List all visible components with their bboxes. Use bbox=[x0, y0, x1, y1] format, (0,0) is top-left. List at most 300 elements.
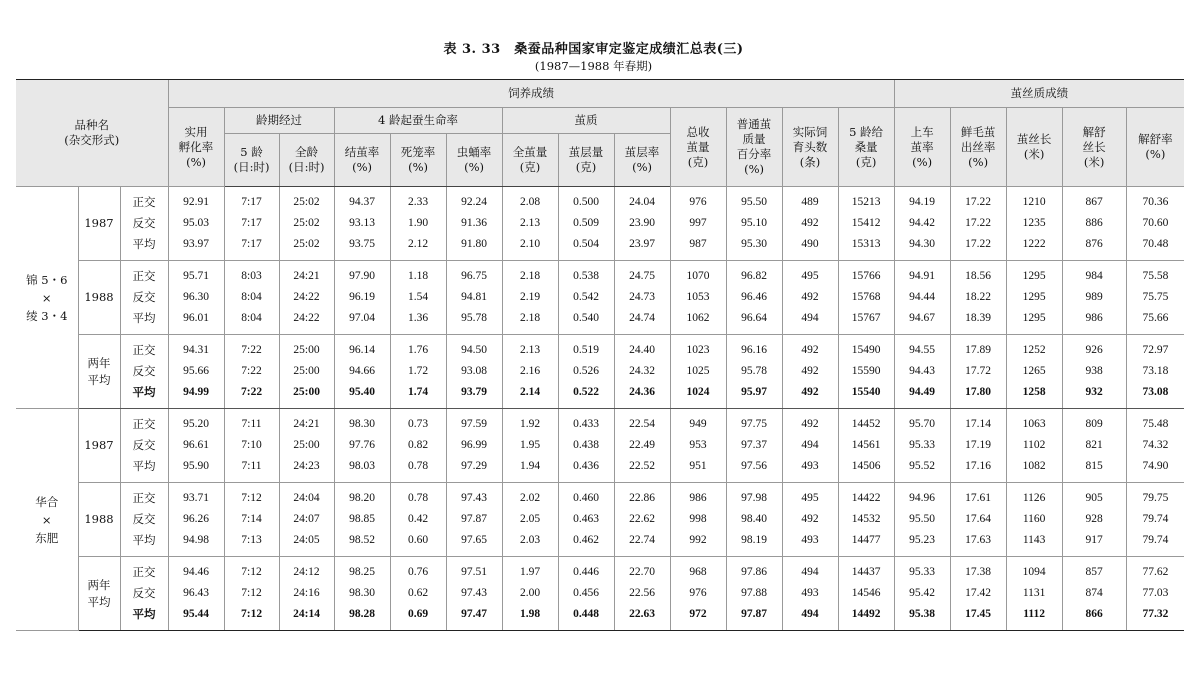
cell-value: 1126 bbox=[1022, 492, 1046, 504]
cell-value: 17.19 bbox=[965, 439, 992, 451]
cell-value: 94.66 bbox=[349, 365, 375, 377]
header-dead-rate: 死笼率 (%) bbox=[390, 134, 446, 187]
cell-value: 494 bbox=[801, 566, 819, 578]
cell-value: 951 bbox=[689, 460, 707, 472]
cell-value: 15213 bbox=[851, 196, 881, 208]
cell-value: 2.19 bbox=[519, 291, 541, 303]
cell-value: 874 bbox=[1085, 587, 1103, 599]
cell-value: 15590 bbox=[851, 365, 881, 377]
data-cell bbox=[224, 483, 279, 557]
row-label: 正交 bbox=[132, 565, 156, 579]
cell-value: 998 bbox=[689, 513, 707, 525]
header-cocoon-rate: 结茧率 (%) bbox=[334, 134, 390, 187]
data-cell bbox=[1062, 557, 1126, 631]
data-cell bbox=[224, 409, 279, 483]
cell-value: 7:22 bbox=[241, 344, 262, 356]
row-labels bbox=[120, 557, 168, 631]
cell-value: 0.522 bbox=[573, 386, 599, 398]
cell-value: 2.10 bbox=[519, 238, 541, 250]
data-cell bbox=[1006, 557, 1062, 631]
cell-value: 821 bbox=[1085, 439, 1103, 451]
cell-value: 17.45 bbox=[965, 608, 992, 620]
header-age-all: 全龄 (日:时) bbox=[279, 134, 334, 187]
cell-value: 24:21 bbox=[293, 270, 320, 282]
data-cell bbox=[1126, 409, 1184, 483]
cell-value: 93.75 bbox=[349, 238, 375, 250]
data-cell bbox=[168, 335, 224, 409]
cell-value: 926 bbox=[1085, 344, 1103, 356]
cell-value: 0.463 bbox=[573, 513, 599, 525]
cell-value: 98.85 bbox=[349, 513, 375, 525]
cell-value: 97.59 bbox=[461, 418, 487, 430]
data-cell bbox=[502, 409, 558, 483]
cell-value: 24:22 bbox=[293, 291, 320, 303]
cell-value: 0.433 bbox=[573, 418, 599, 430]
data-cell bbox=[279, 483, 334, 557]
cell-value: 953 bbox=[689, 439, 707, 451]
cell-value: 14506 bbox=[851, 460, 881, 472]
header-untwist-len: 解舒 丝长 (米) bbox=[1062, 108, 1126, 187]
cell-value: 1.76 bbox=[407, 344, 429, 356]
row-label: 反交 bbox=[132, 586, 156, 600]
cell-value: 494 bbox=[801, 608, 819, 620]
table-row bbox=[16, 335, 1184, 409]
data-cell bbox=[782, 261, 838, 335]
header-hatch: 实用 孵化率 (%) bbox=[168, 108, 224, 187]
data-cell bbox=[224, 187, 279, 261]
cell-value: 95.52 bbox=[909, 460, 936, 472]
cell-value: 98.30 bbox=[349, 587, 375, 599]
data-cell bbox=[614, 261, 670, 335]
variety-name: 锦 5・6 × 绫 3・4 bbox=[16, 187, 78, 409]
cell-value: 97.37 bbox=[741, 439, 767, 451]
data-cell bbox=[670, 335, 726, 409]
cell-value: 70.48 bbox=[1142, 238, 1169, 250]
group-year: 两年 平均 bbox=[78, 557, 120, 631]
cell-value: 0.446 bbox=[573, 566, 599, 578]
data-cell bbox=[168, 409, 224, 483]
data-cell bbox=[558, 187, 614, 261]
cell-value: 876 bbox=[1085, 238, 1103, 250]
cell-value: 1.95 bbox=[519, 439, 541, 451]
cell-value: 95.03 bbox=[183, 217, 209, 229]
cell-value: 95.38 bbox=[909, 608, 936, 620]
cell-value: 867 bbox=[1085, 196, 1103, 208]
row-labels bbox=[120, 483, 168, 557]
cell-value: 97.29 bbox=[461, 460, 487, 472]
cell-value: 95.33 bbox=[909, 439, 936, 451]
cell-value: 492 bbox=[801, 291, 819, 303]
cell-value: 17.22 bbox=[965, 196, 992, 208]
cell-value: 96.61 bbox=[183, 439, 209, 451]
cell-value: 94.43 bbox=[909, 365, 936, 377]
header-shell-wt: 茧层量 (克) bbox=[558, 134, 614, 187]
data-cell bbox=[558, 335, 614, 409]
cell-value: 1082 bbox=[1022, 460, 1046, 472]
cell-value: 22.54 bbox=[629, 418, 655, 430]
cell-value: 97.47 bbox=[461, 608, 487, 620]
cell-value: 24:22 bbox=[293, 312, 320, 324]
cell-value: 96.16 bbox=[741, 344, 767, 356]
cell-value: 14437 bbox=[851, 566, 881, 578]
data-cell bbox=[168, 557, 224, 631]
cell-value: 18.22 bbox=[965, 291, 992, 303]
cell-value: 24:14 bbox=[293, 608, 320, 620]
data-cell bbox=[726, 409, 782, 483]
row-labels bbox=[120, 335, 168, 409]
cell-value: 0.69 bbox=[407, 608, 429, 620]
cell-value: 15313 bbox=[851, 238, 881, 250]
header-instar: 龄期经过 bbox=[224, 108, 334, 134]
cell-value: 905 bbox=[1085, 492, 1103, 504]
cell-value: 98.20 bbox=[349, 492, 375, 504]
data-cell bbox=[334, 557, 390, 631]
cell-value: 1023 bbox=[686, 344, 710, 356]
cell-value: 98.19 bbox=[741, 534, 767, 546]
cell-value: 98.28 bbox=[349, 608, 375, 620]
header-total-yield: 总收 茧量 (克) bbox=[670, 108, 726, 187]
cell-value: 97.51 bbox=[461, 566, 487, 578]
cell-value: 95.33 bbox=[909, 566, 936, 578]
data-cell bbox=[558, 557, 614, 631]
table-subtitle: (1987—1988 年春期) bbox=[534, 59, 653, 73]
cell-value: 0.519 bbox=[573, 344, 599, 356]
cell-value: 1258 bbox=[1022, 386, 1046, 398]
row-label: 平均 bbox=[132, 533, 156, 547]
data-cell bbox=[446, 187, 502, 261]
header-larvae: 实际饲 育头数 (条) bbox=[782, 108, 838, 187]
cell-value: 24:12 bbox=[293, 566, 320, 578]
data-cell bbox=[838, 409, 894, 483]
cell-value: 493 bbox=[801, 534, 819, 546]
data-cell bbox=[558, 261, 614, 335]
cell-value: 0.438 bbox=[573, 439, 599, 451]
data-cell bbox=[502, 187, 558, 261]
data-cell bbox=[558, 483, 614, 557]
cell-value: 1070 bbox=[686, 270, 710, 282]
cell-value: 1025 bbox=[686, 365, 710, 377]
data-cell bbox=[446, 335, 502, 409]
cell-value: 984 bbox=[1085, 270, 1103, 282]
data-cell bbox=[1006, 261, 1062, 335]
cell-value: 93.08 bbox=[461, 365, 487, 377]
group-year: 1987 bbox=[78, 409, 120, 483]
cell-value: 15768 bbox=[851, 291, 881, 303]
cell-value: 77.32 bbox=[1142, 608, 1169, 620]
row-label: 平均 bbox=[132, 607, 156, 621]
row-label: 平均 bbox=[132, 385, 156, 399]
data-cell bbox=[390, 261, 446, 335]
cell-value: 7:22 bbox=[241, 365, 262, 377]
cell-value: 949 bbox=[689, 418, 707, 430]
cell-value: 97.75 bbox=[741, 418, 767, 430]
cell-value: 94.98 bbox=[183, 534, 209, 546]
cell-value: 95.40 bbox=[349, 386, 375, 398]
cell-value: 24:07 bbox=[293, 513, 320, 525]
cell-value: 17.63 bbox=[965, 534, 992, 546]
group-year: 1988 bbox=[78, 261, 120, 335]
cell-value: 93.79 bbox=[461, 386, 487, 398]
data-cell bbox=[950, 261, 1006, 335]
cell-value: 25:02 bbox=[293, 196, 320, 208]
cell-value: 1.97 bbox=[519, 566, 541, 578]
cell-value: 73.08 bbox=[1142, 386, 1169, 398]
cell-value: 96.14 bbox=[349, 344, 375, 356]
cell-value: 495 bbox=[801, 270, 819, 282]
data-cell bbox=[1062, 187, 1126, 261]
cell-value: 95.30 bbox=[741, 238, 767, 250]
cell-value: 94.99 bbox=[183, 386, 209, 398]
data-cell bbox=[838, 483, 894, 557]
cell-value: 2.16 bbox=[519, 365, 541, 377]
data-cell bbox=[782, 557, 838, 631]
cell-value: 95.20 bbox=[183, 418, 209, 430]
cell-value: 492 bbox=[801, 418, 819, 430]
cell-value: 94.30 bbox=[909, 238, 936, 250]
cell-value: 97.43 bbox=[461, 587, 487, 599]
cell-value: 1053 bbox=[686, 291, 710, 303]
cell-value: 992 bbox=[689, 534, 707, 546]
cell-value: 95.42 bbox=[909, 587, 936, 599]
cell-value: 0.60 bbox=[407, 534, 429, 546]
cell-value: 75.66 bbox=[1142, 312, 1169, 324]
cell-value: 22.74 bbox=[629, 534, 655, 546]
cell-value: 1.94 bbox=[519, 460, 541, 472]
cell-value: 96.46 bbox=[741, 291, 767, 303]
cell-value: 14477 bbox=[851, 534, 881, 546]
cell-value: 96.82 bbox=[741, 270, 767, 282]
cell-value: 8:04 bbox=[241, 291, 262, 303]
cell-value: 8:03 bbox=[241, 270, 262, 282]
data-cell bbox=[894, 483, 950, 557]
cell-value: 1102 bbox=[1022, 439, 1046, 451]
cell-value: 968 bbox=[689, 566, 707, 578]
table-row bbox=[16, 483, 1184, 557]
data-cell bbox=[279, 557, 334, 631]
cell-value: 1222 bbox=[1022, 238, 1046, 250]
cell-value: 1062 bbox=[686, 312, 710, 324]
cell-value: 95.44 bbox=[183, 608, 209, 620]
cell-value: 97.43 bbox=[461, 492, 487, 504]
cell-value: 2.18 bbox=[519, 312, 541, 324]
group-year: 1987 bbox=[78, 187, 120, 261]
cell-value: 15490 bbox=[851, 344, 881, 356]
data-cell bbox=[614, 557, 670, 631]
data-cell bbox=[894, 187, 950, 261]
data-cell bbox=[224, 557, 279, 631]
cell-value: 73.18 bbox=[1142, 365, 1169, 377]
cell-value: 24.32 bbox=[629, 365, 655, 377]
cell-value: 14422 bbox=[851, 492, 881, 504]
cell-value: 2.00 bbox=[519, 587, 541, 599]
cell-value: 492 bbox=[801, 217, 819, 229]
data-cell bbox=[838, 261, 894, 335]
cell-value: 0.448 bbox=[573, 608, 599, 620]
row-label: 平均 bbox=[132, 237, 156, 251]
cell-value: 1295 bbox=[1022, 312, 1046, 324]
cell-value: 24:16 bbox=[293, 587, 320, 599]
cell-value: 15412 bbox=[851, 217, 881, 229]
cell-value: 0.462 bbox=[573, 534, 599, 546]
cell-value: 95.70 bbox=[909, 418, 936, 430]
cell-value: 1094 bbox=[1022, 566, 1046, 578]
cell-value: 7:17 bbox=[241, 217, 262, 229]
data-cell bbox=[1126, 187, 1184, 261]
data-cell bbox=[726, 483, 782, 557]
data-cell bbox=[782, 409, 838, 483]
data-cell bbox=[838, 187, 894, 261]
cell-value: 989 bbox=[1085, 291, 1103, 303]
header-good-cocoon: 普通茧 质量 百分率 (%) bbox=[726, 108, 782, 187]
row-label: 反交 bbox=[132, 290, 156, 304]
data-cell bbox=[279, 261, 334, 335]
cell-value: 17.16 bbox=[965, 460, 992, 472]
data-cell bbox=[614, 187, 670, 261]
cell-value: 95.10 bbox=[741, 217, 767, 229]
cell-value: 857 bbox=[1085, 566, 1103, 578]
cell-value: 15766 bbox=[851, 270, 881, 282]
cell-value: 95.71 bbox=[183, 270, 209, 282]
cell-value: 96.19 bbox=[349, 291, 375, 303]
data-cell bbox=[726, 557, 782, 631]
cell-value: 7:11 bbox=[241, 460, 262, 472]
cell-value: 1024 bbox=[686, 386, 710, 398]
cell-value: 91.80 bbox=[461, 238, 487, 250]
cell-value: 96.43 bbox=[183, 587, 209, 599]
cell-value: 24:23 bbox=[293, 460, 320, 472]
cell-value: 95.50 bbox=[909, 513, 936, 525]
cell-value: 97.86 bbox=[741, 566, 767, 578]
cell-value: 94.46 bbox=[183, 566, 209, 578]
cell-value: 17.42 bbox=[965, 587, 992, 599]
cell-value: 75.48 bbox=[1142, 418, 1169, 430]
header-group-rearing: 饲养成绩 bbox=[168, 80, 894, 108]
cell-value: 2.13 bbox=[519, 344, 541, 356]
cell-value: 98.25 bbox=[349, 566, 375, 578]
cell-value: 24:04 bbox=[293, 492, 320, 504]
cell-value: 79.75 bbox=[1142, 492, 1169, 504]
data-cell bbox=[1062, 261, 1126, 335]
cell-value: 2.18 bbox=[519, 270, 541, 282]
data-cell bbox=[1006, 335, 1062, 409]
data-cell bbox=[1006, 483, 1062, 557]
cell-value: 0.78 bbox=[407, 492, 429, 504]
data-cell bbox=[614, 335, 670, 409]
cell-value: 493 bbox=[801, 460, 819, 472]
cell-value: 96.64 bbox=[741, 312, 767, 324]
data-cell bbox=[614, 483, 670, 557]
header-mulberry: 5 龄给 桑量 (克) bbox=[838, 108, 894, 187]
cell-value: 25:02 bbox=[293, 217, 320, 229]
cell-value: 2.12 bbox=[407, 238, 429, 250]
cell-value: 1.72 bbox=[407, 365, 429, 377]
cell-value: 94.44 bbox=[909, 291, 936, 303]
cell-value: 7:22 bbox=[240, 386, 263, 398]
cell-value: 1.36 bbox=[407, 312, 429, 324]
data-cell bbox=[894, 335, 950, 409]
data-cell bbox=[950, 557, 1006, 631]
cell-value: 17.22 bbox=[965, 238, 992, 250]
data-cell bbox=[334, 261, 390, 335]
cell-value: 2.02 bbox=[519, 492, 541, 504]
data-cell bbox=[390, 187, 446, 261]
cell-value: 938 bbox=[1085, 365, 1103, 377]
cell-value: 96.99 bbox=[461, 439, 487, 451]
data-cell bbox=[782, 335, 838, 409]
cell-value: 24.36 bbox=[629, 386, 655, 398]
cell-value: 7:17 bbox=[241, 238, 262, 250]
cell-value: 95.23 bbox=[909, 534, 936, 546]
cell-value: 2.33 bbox=[407, 196, 429, 208]
cell-value: 23.97 bbox=[629, 238, 655, 250]
cell-value: 0.76 bbox=[407, 566, 429, 578]
cell-value: 92.24 bbox=[461, 196, 487, 208]
data-cell bbox=[224, 261, 279, 335]
cell-value: 495 bbox=[801, 492, 819, 504]
cell-value: 0.78 bbox=[407, 460, 429, 472]
row-label: 正交 bbox=[132, 269, 156, 283]
cell-value: 0.82 bbox=[407, 439, 429, 451]
cell-value: 489 bbox=[801, 196, 819, 208]
row-label: 正交 bbox=[132, 491, 156, 505]
header-reel-rate: 上车 茧率 (%) bbox=[894, 108, 950, 187]
cell-value: 0.500 bbox=[573, 196, 599, 208]
cell-value: 95.97 bbox=[741, 386, 767, 398]
cell-value: 17.72 bbox=[965, 365, 992, 377]
cell-value: 23.90 bbox=[629, 217, 655, 229]
table-title: 表 3. 33 桑蚕品种国家审定鉴定成绩汇总表(三) bbox=[443, 42, 744, 57]
cell-value: 25:00 bbox=[293, 344, 320, 356]
cell-value: 14546 bbox=[851, 587, 881, 599]
cell-value: 75.75 bbox=[1142, 291, 1169, 303]
cell-value: 14532 bbox=[851, 513, 881, 525]
group-year: 两年 平均 bbox=[78, 335, 120, 409]
data-cell bbox=[558, 409, 614, 483]
cell-value: 95.78 bbox=[741, 365, 767, 377]
row-label: 反交 bbox=[132, 364, 156, 378]
cell-value: 2.13 bbox=[519, 217, 541, 229]
cell-value: 70.60 bbox=[1142, 217, 1169, 229]
table-body bbox=[16, 187, 1184, 631]
cell-value: 1160 bbox=[1022, 513, 1046, 525]
cell-value: 972 bbox=[689, 608, 707, 620]
header-pupa-rate: 虫蛹率 (%) bbox=[446, 134, 502, 187]
data-cell bbox=[279, 335, 334, 409]
cell-value: 0.456 bbox=[573, 587, 599, 599]
data-cell bbox=[279, 409, 334, 483]
cell-value: 7:12 bbox=[240, 608, 263, 620]
cell-value: 97.56 bbox=[741, 460, 767, 472]
cell-value: 95.50 bbox=[741, 196, 767, 208]
cell-value: 0.62 bbox=[407, 587, 429, 599]
data-cell bbox=[726, 187, 782, 261]
data-cell bbox=[1062, 483, 1126, 557]
cell-value: 0.73 bbox=[407, 418, 429, 430]
cell-value: 1.54 bbox=[407, 291, 429, 303]
data-cell bbox=[390, 335, 446, 409]
row-labels bbox=[120, 409, 168, 483]
cell-value: 14452 bbox=[851, 418, 881, 430]
cell-value: 997 bbox=[689, 217, 707, 229]
cell-value: 17.64 bbox=[965, 513, 992, 525]
cell-value: 95.90 bbox=[183, 460, 209, 472]
data-cell bbox=[390, 409, 446, 483]
cell-value: 97.04 bbox=[349, 312, 375, 324]
cell-value: 95.66 bbox=[183, 365, 209, 377]
cell-value: 74.90 bbox=[1142, 460, 1169, 472]
data-cell bbox=[894, 261, 950, 335]
data-cell bbox=[894, 409, 950, 483]
